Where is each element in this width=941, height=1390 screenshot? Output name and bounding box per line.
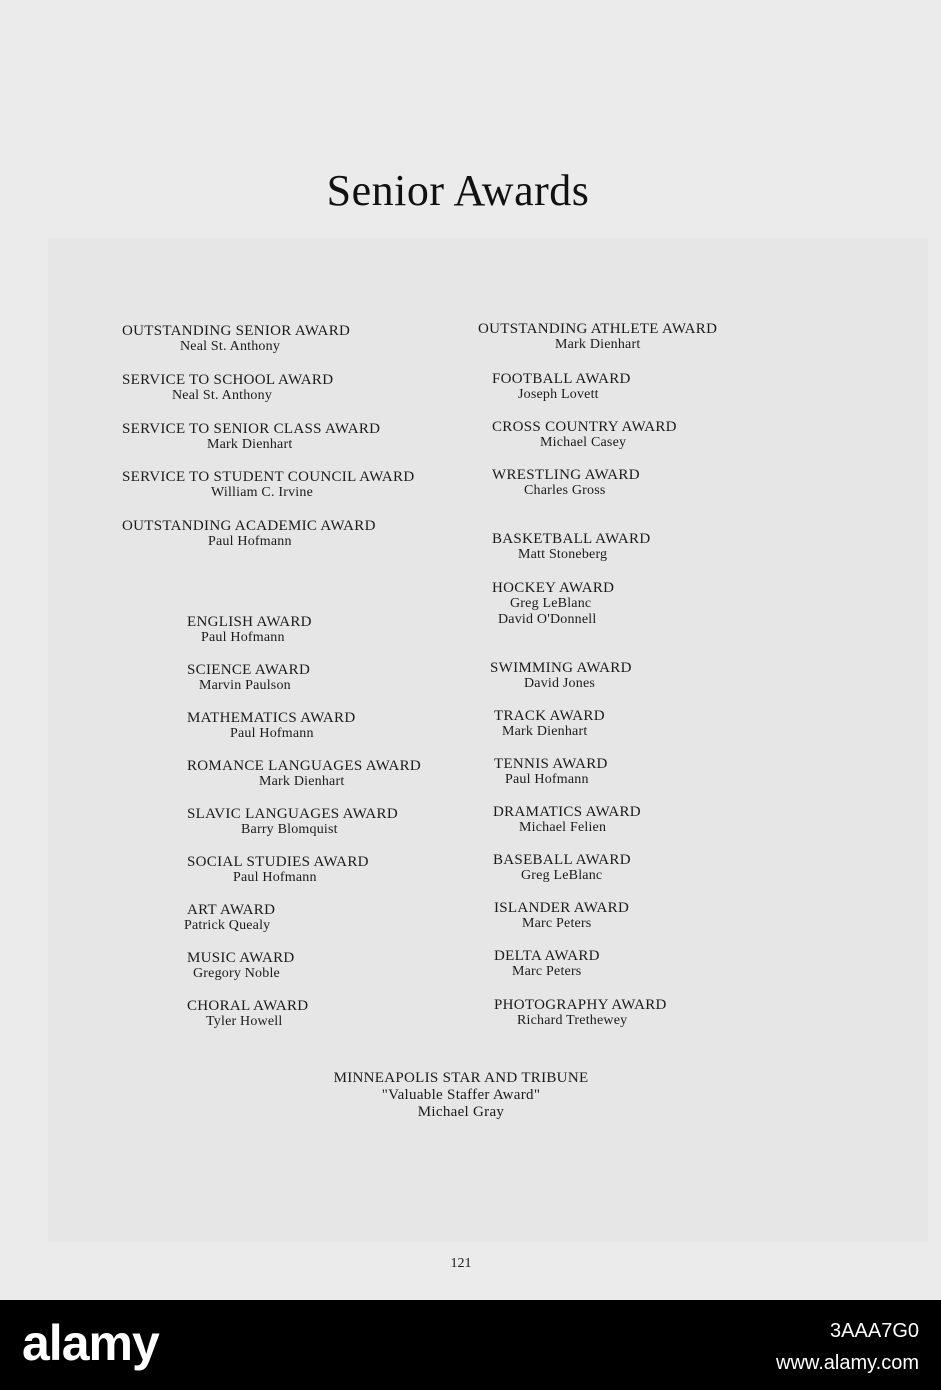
award-entry [187, 758, 421, 790]
award-name: "Valuable Staffer Award" [381, 1087, 541, 1103]
award-entry [187, 710, 356, 742]
award-name: TRACK AWARD [494, 708, 605, 724]
award-recipient: Marc Peters [522, 916, 592, 931]
award-name: BASEBALL AWARD [493, 852, 631, 868]
award-name: CROSS COUNTRY AWARD [492, 419, 677, 435]
award-entry [492, 580, 614, 628]
award-recipient: Mark Dienhart [207, 437, 293, 452]
award-name: ROMANCE LANGUAGES AWARD [187, 758, 422, 774]
award-recipient: Tyler Howell [206, 1014, 283, 1029]
award-entry [478, 321, 717, 353]
award-name: ART AWARD [187, 902, 276, 918]
award-recipient: Paul Hofmann [230, 726, 314, 741]
award-recipient: Greg LeBlanc [510, 596, 592, 611]
award-sponsor: MINNEAPOLIS STAR AND TRIBUNE [333, 1070, 589, 1086]
award-entry [490, 660, 632, 692]
award-entry [494, 756, 608, 788]
award-recipient: David Jones [524, 676, 596, 691]
award-recipient: Charles Gross [524, 483, 606, 498]
award-name: SOCIAL STUDIES AWARD [187, 854, 369, 870]
award-entry [187, 614, 312, 646]
award-entry [493, 852, 631, 884]
award-recipient: Paul Hofmann [233, 870, 317, 885]
award-name: CHORAL AWARD [187, 998, 309, 1014]
award-name: HOCKEY AWARD [492, 580, 615, 596]
award-recipient: Joseph Lovett [518, 387, 599, 402]
award-name: OUTSTANDING ACADEMIC AWARD [122, 518, 376, 534]
award-recipient: Michael Felien [519, 820, 607, 835]
award-entry [187, 950, 295, 982]
award-name: MUSIC AWARD [187, 950, 295, 966]
award-name: PHOTOGRAPHY AWARD [494, 997, 667, 1013]
award-name: OUTSTANDING ATHLETE AWARD [478, 321, 718, 337]
award-entry [187, 662, 310, 694]
award-recipient: Paul Hofmann [505, 772, 589, 787]
award-entry [492, 531, 650, 563]
award-recipient: Mark Dienhart [502, 724, 588, 739]
award-name: FOOTBALL AWARD [492, 371, 631, 387]
award-name: SLAVIC LANGUAGES AWARD [187, 806, 398, 822]
award-recipient: Mark Dienhart [555, 337, 641, 352]
award-name: OUTSTANDING SENIOR AWARD [122, 323, 351, 339]
award-name: ENGLISH AWARD [187, 614, 312, 630]
award-recipient: Matt Stoneberg [518, 547, 608, 562]
award-name: ISLANDER AWARD [494, 900, 630, 916]
award-entry [494, 900, 629, 932]
award-recipient: Neal St. Anthony [172, 388, 273, 403]
award-entry [492, 467, 640, 499]
stock-footer-bar [0, 1300, 941, 1390]
award-name: MATHEMATICS AWARD [187, 710, 356, 726]
stock-logo: alamy [22, 1315, 159, 1371]
page-number: 121 [450, 1256, 472, 1271]
award-entry [493, 804, 641, 836]
award-entry [492, 419, 677, 451]
award-entry [122, 372, 333, 404]
award-recipient: Barry Blomquist [241, 822, 338, 837]
award-entry [184, 902, 276, 934]
award-name: DELTA AWARD [494, 948, 600, 964]
stock-url[interactable]: www.alamy.com [776, 1352, 919, 1374]
award-entry [187, 854, 369, 886]
award-recipient: Marc Peters [512, 964, 582, 979]
award-entry [492, 371, 631, 403]
award-recipient: Greg LeBlanc [521, 868, 603, 883]
award-recipient: Richard Trethewey [517, 1013, 628, 1028]
award-entry [494, 997, 667, 1029]
award-entry [122, 323, 350, 355]
page-title: Senior Awards [326, 166, 590, 215]
award-recipient: Michael Casey [540, 435, 627, 450]
award-name: SWIMMING AWARD [490, 660, 632, 676]
award-name: SERVICE TO SENIOR CLASS AWARD [122, 421, 381, 437]
award-recipient: Neal St. Anthony [180, 339, 281, 354]
award-recipient: Michael Gray [417, 1104, 505, 1120]
award-name: TENNIS AWARD [494, 756, 608, 772]
award-recipient: William C. Irvine [211, 485, 313, 500]
award-recipient: Patrick Quealy [184, 918, 271, 933]
star-tribune-award [0, 1070, 922, 1121]
award-name: BASKETBALL AWARD [492, 531, 651, 547]
award-name: DRAMATICS AWARD [493, 804, 641, 820]
award-recipient: Paul Hofmann [201, 630, 285, 645]
award-entry [122, 469, 415, 501]
award-entry [494, 948, 600, 980]
award-recipient: David O'Donnell [498, 612, 597, 627]
award-recipient: Marvin Paulson [199, 678, 291, 693]
award-entry [122, 421, 380, 453]
award-entry [187, 998, 308, 1030]
award-entry [187, 806, 398, 838]
award-recipient: Mark Dienhart [259, 774, 345, 789]
award-recipient: Gregory Noble [193, 966, 280, 981]
award-name: SERVICE TO STUDENT COUNCIL AWARD [122, 469, 415, 485]
award-entry [122, 518, 376, 550]
award-name: SCIENCE AWARD [187, 662, 311, 678]
award-entry [494, 708, 605, 740]
stock-image-id: 3AAA7G0 [830, 1320, 919, 1342]
award-recipient: Paul Hofmann [208, 534, 292, 549]
award-name: SERVICE TO SCHOOL AWARD [122, 372, 334, 388]
award-name: WRESTLING AWARD [492, 467, 640, 483]
